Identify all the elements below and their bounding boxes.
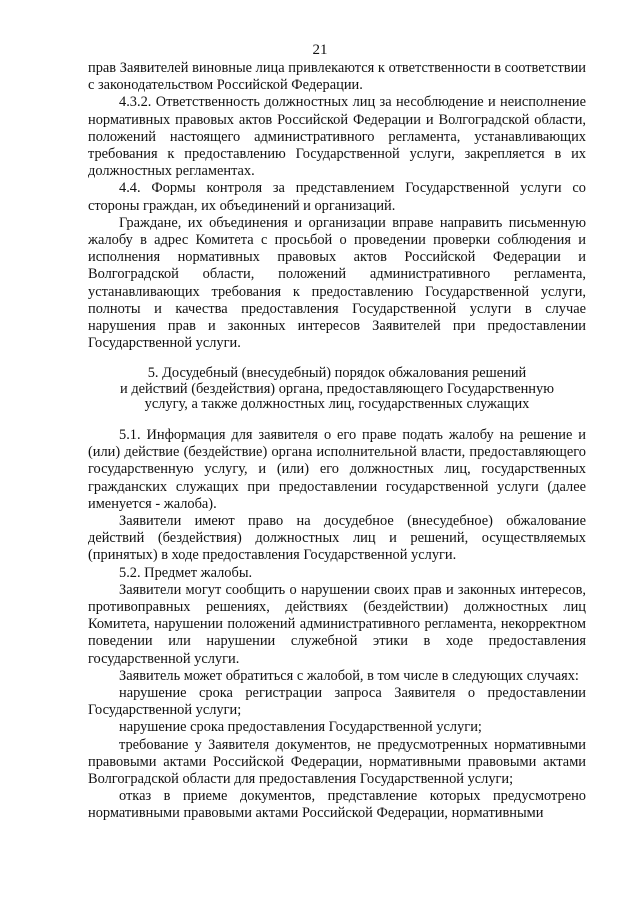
paragraph: Заявитель может обратиться с жалобой, в том числе в следующих случаях: [119, 667, 579, 684]
paragraph: 5.1. Информация для заявителя о его праве подать жалобу на решение и (или) действие (бездействие) органа исполнительной власти, предоставляющего государственную услугу, и (или) его должностных лиц, государственных гражданских служащих при предоставлении государственной услуги (далее именуется - жалоба). [88, 426, 586, 512]
paragraph: 4.3.2. Ответственность должностных лиц за несоблюдение и неисполнение нормативных правовых актов Российской Федерации и Волгоградской области, положений настоящего административного регламента, устанавливающих требования к предоставлению Государственной услуги, закрепляется в их должностных регламентах. [88, 94, 586, 180]
paragraph: Заявители имеют право на досудебное (внесудебное) обжалование действий (бездействия) должностных лиц и решений, осуществляемых (принятых) в ходе предоставления Государственной услуги. [88, 512, 586, 564]
paragraph: нарушение срока регистрации запроса Заявителя о предоставлении Государственной услуги; [88, 685, 586, 719]
paragraph: нарушение срока предоставления Государственной услуги; [119, 719, 482, 736]
paragraph: Заявители могут сообщить о нарушении своих прав и законных интересов, противоправных решениях, действиях (бездействии) должностных лиц Комитета, нарушении положений административного регламента, некорректном поведении или нарушении служебной этики в ходе предоставления государственной услуги. [88, 581, 586, 667]
paragraph: отказ в приеме документов, представление которых предусмотрено нормативными правовыми актами Российской Федерации, нормативными [88, 788, 586, 822]
document-body [88, 60, 586, 823]
section-heading-line: и действий (бездействия) органа, предоставляющего Государственную [120, 380, 554, 397]
section-heading-line: услугу, а также должностных лиц, государственных служащих [144, 396, 530, 413]
paragraph: 5.2. Предмет жалобы. [119, 564, 253, 581]
paragraph: прав Заявителей виновные лица привлекаются к ответственности в соответствии с законодательством Российской Федерации. [88, 60, 586, 94]
section-heading [88, 366, 586, 413]
paragraph: требование у Заявителя документов, не предусмотренных нормативными правовыми актами Российской Федерации, нормативными правовыми актами Волгоградской области для предоставления Государственной услуги; [88, 736, 586, 788]
paragraph: Граждане, их объединения и организации вправе направить письменную жалобу в адрес Комитета с просьбой о проведении проверки соблюдения и исполнения нормативных правовых актов Российской Федерации и Волгоградской области, положений административного регламента, устанавливающих требования к предоставлению Государственной услуги, полноты и качества предоставления Государственной услуги в случае нарушения прав и законных интересов Заявителей при предоставлении Государственной услуги. [88, 214, 586, 352]
page-number: 21 [312, 42, 328, 58]
section-heading-line: 5. Досудебный (внесудебный) порядок обжалования решений [147, 365, 527, 382]
paragraph: 4.4. Формы контроля за представлением Государственной услуги со стороны граждан, их объединений и организаций. [88, 180, 586, 214]
